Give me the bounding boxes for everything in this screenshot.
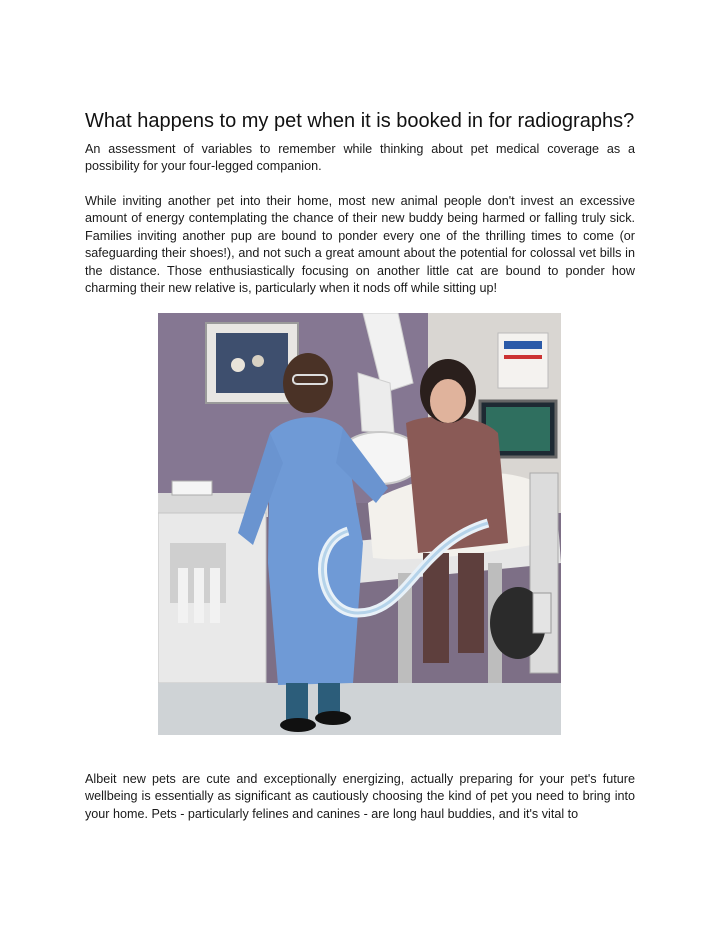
- body-paragraph: While inviting another pet into their home, most new animal people don't invest an excessive amount of energy contemplating the chance of their new buddy being harmed or falling truly sick. Families inviting another pup are bound to ponder every one of the thrilling times to come (or safeguarding their shoes!), and not such a great amount about the potential for colossal vet bills in the distance. Those enthusiastically focusing on another little cat are bound to ponder how charming their new relative is, particularly when it nods off while sitting up!: [85, 194, 635, 296]
- body-paragraph: Albeit new pets are cute and exceptionally energizing, actually preparing for your pet's future wellbeing is essentially as significant as cautiously choosing the kind of pet you need to bring into your home. Pets - particularly felines and canines - are long haul buddies, and it's vital to: [85, 772, 635, 821]
- vet-clinic-photo: [158, 313, 561, 735]
- intro-paragraph: An assessment of variables to remember while thinking about pet medical coverage as a possibility for your four-legged companion.: [85, 142, 635, 174]
- page-title: What happens to my pet when it is booked in for radiographs?: [85, 110, 635, 132]
